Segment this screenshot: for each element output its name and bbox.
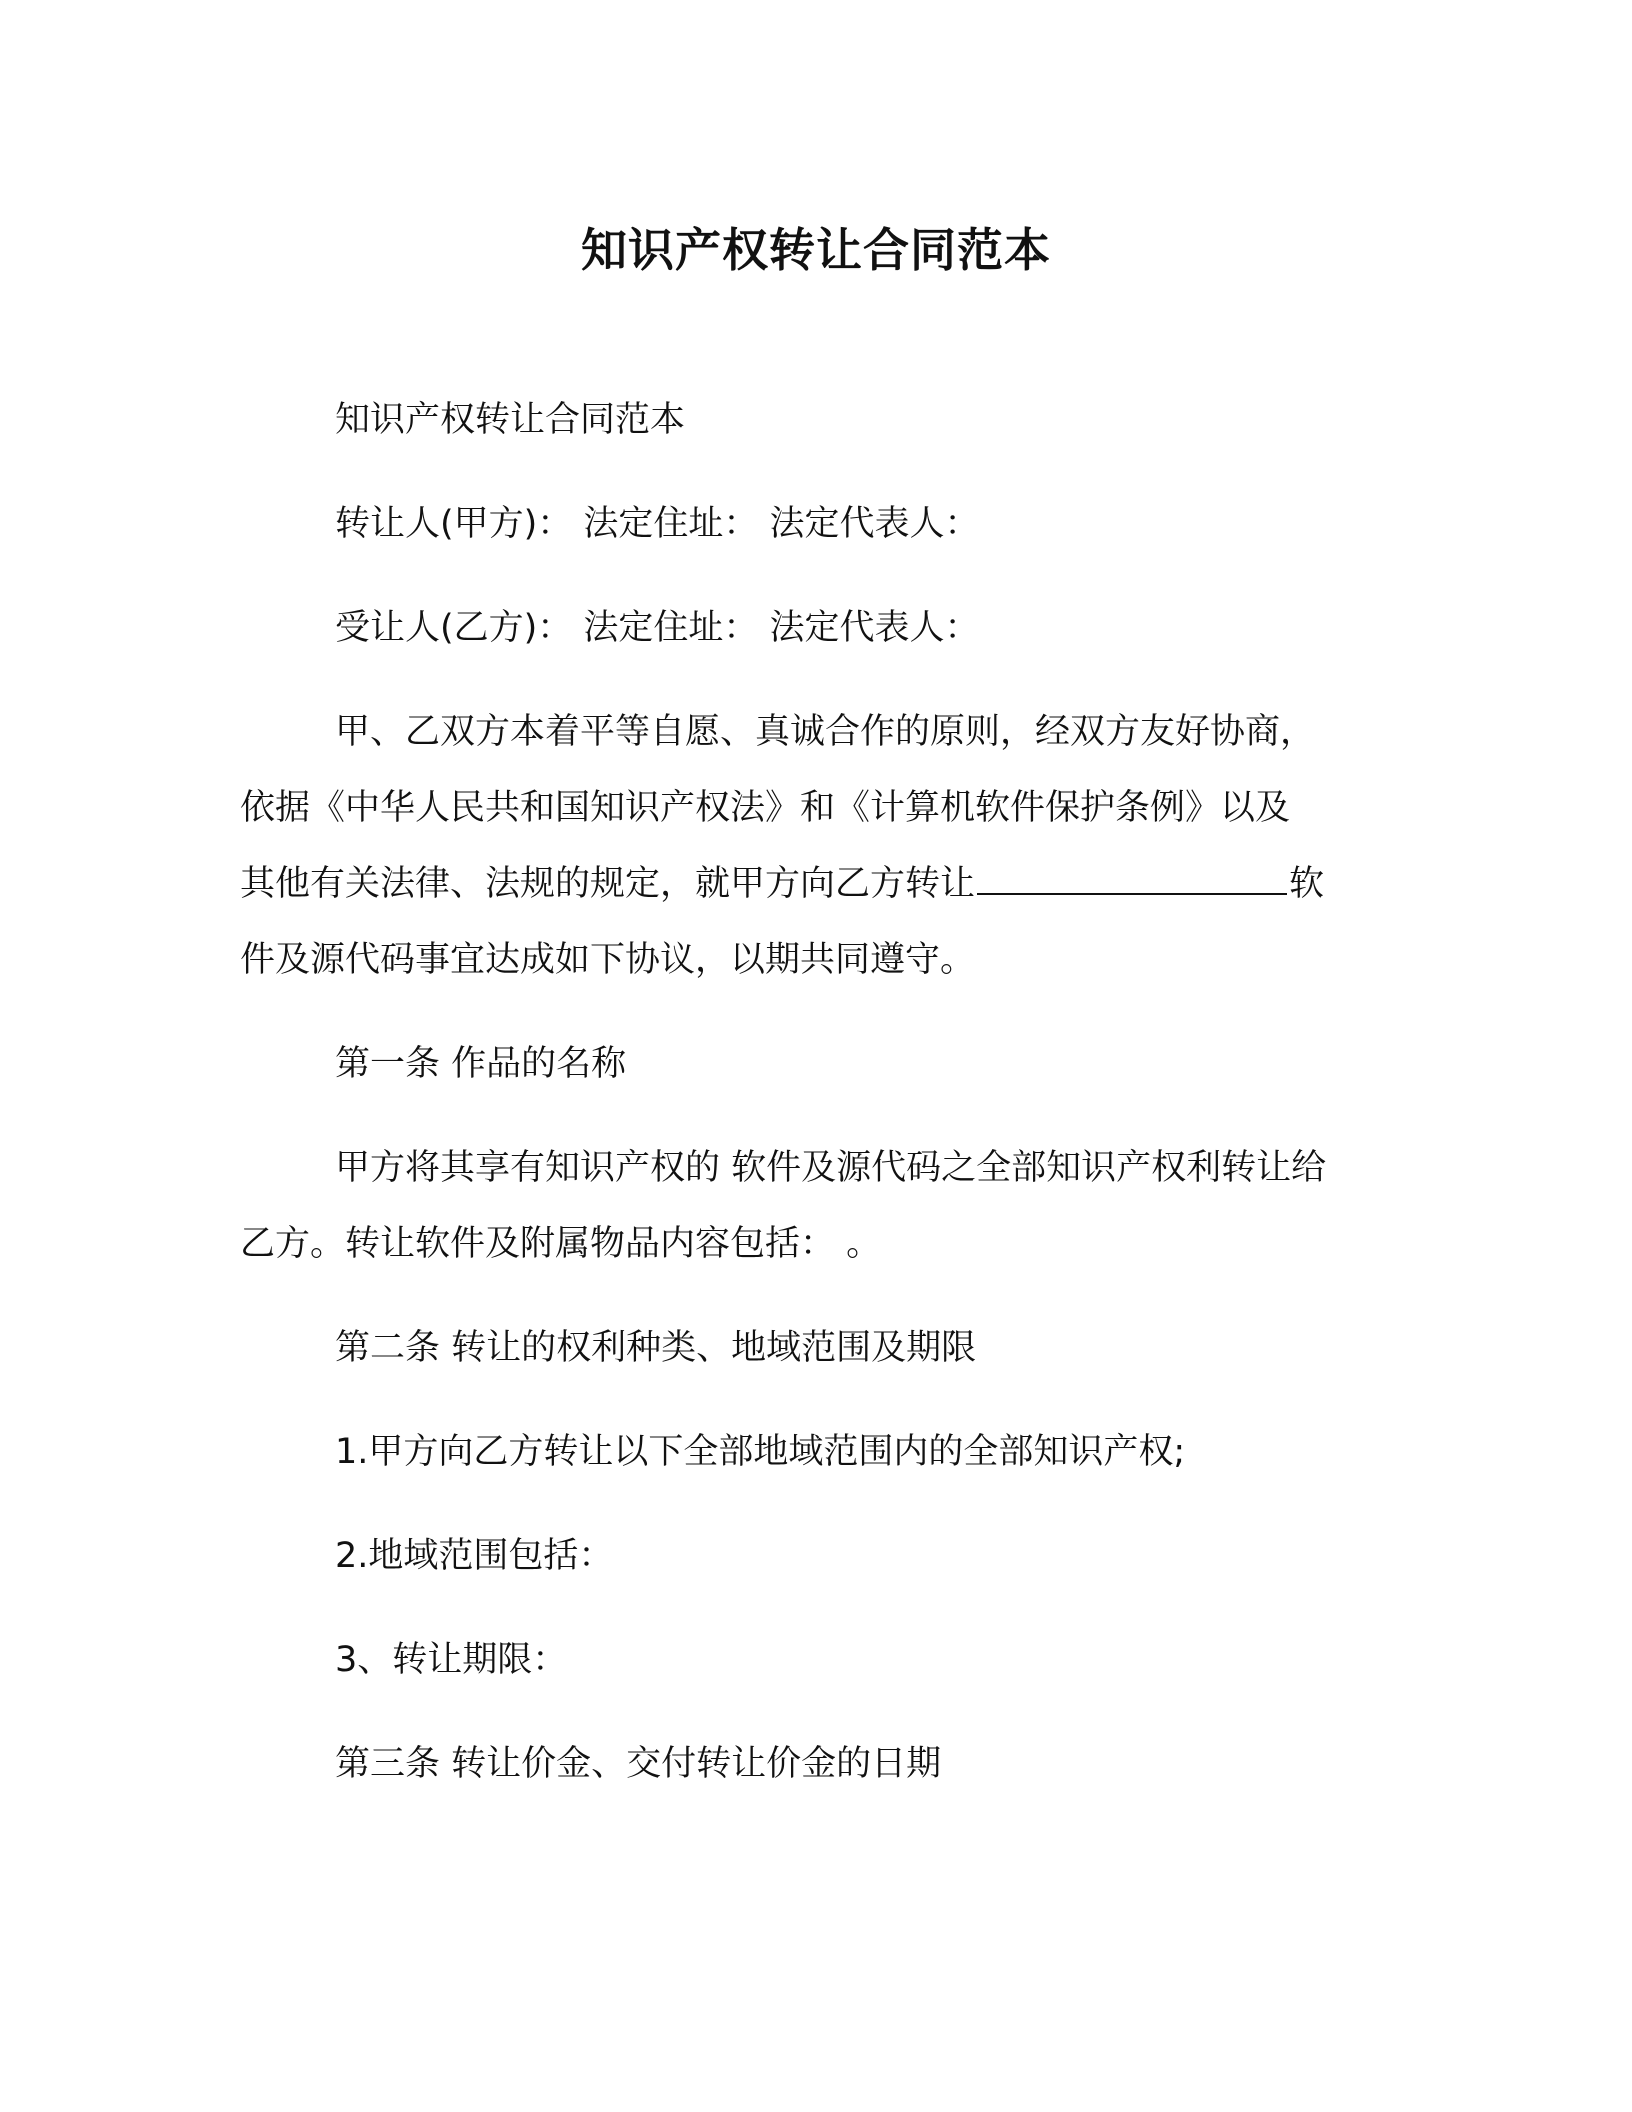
preamble-line-1: 甲、乙双方本着平等自愿、真诚合作的原则，经双方友好协商，: [335, 712, 1316, 752]
preamble-line-3-start: 其他有关法律、法规的规定，就甲方向乙方转让: [240, 864, 976, 904]
preamble-line-4: 件及源代码事宜达成如下协议，以期共同遵守。: [240, 940, 976, 980]
party-b-line: 受让人(乙方)： 法定住址： 法定代表人：: [335, 608, 980, 648]
article-2-item-3: 3、转让期限：: [335, 1640, 568, 1680]
article-2-heading: 第二条 转让的权利种类、地域范围及期限: [335, 1328, 977, 1368]
article-1-heading: 第一条 作品的名称: [335, 1044, 627, 1084]
article-2-item-1: 1.甲方向乙方转让以下全部地域范围内的全部知识产权;: [335, 1432, 1186, 1472]
preamble-line-3: [240, 858, 1324, 910]
document-title: 知识产权转让合同范本: [581, 223, 1051, 277]
preamble-line-3-end: 软: [1289, 864, 1325, 904]
article-1-text-line-2: 乙方。转让软件及附属物品内容包括： 。: [240, 1224, 882, 1264]
fill-in-blank-software-name[interactable]: [977, 863, 1287, 895]
article-3-heading: 第三条 转让价金、交付转让价金的日期: [335, 1744, 942, 1784]
preamble-line-2: 依据《中华人民共和国知识产权法》和《计算机软件保护条例》以及: [240, 788, 1291, 828]
party-a-line: 转让人(甲方)： 法定住址： 法定代表人：: [335, 504, 980, 544]
article-2-item-2: 2.地域范围包括：: [335, 1536, 614, 1576]
document-subtitle: 知识产权转让合同范本: [335, 400, 686, 440]
article-1-text-line-1: 甲方将其享有知识产权的 软件及源代码之全部知识产权利转让给: [335, 1148, 1327, 1188]
